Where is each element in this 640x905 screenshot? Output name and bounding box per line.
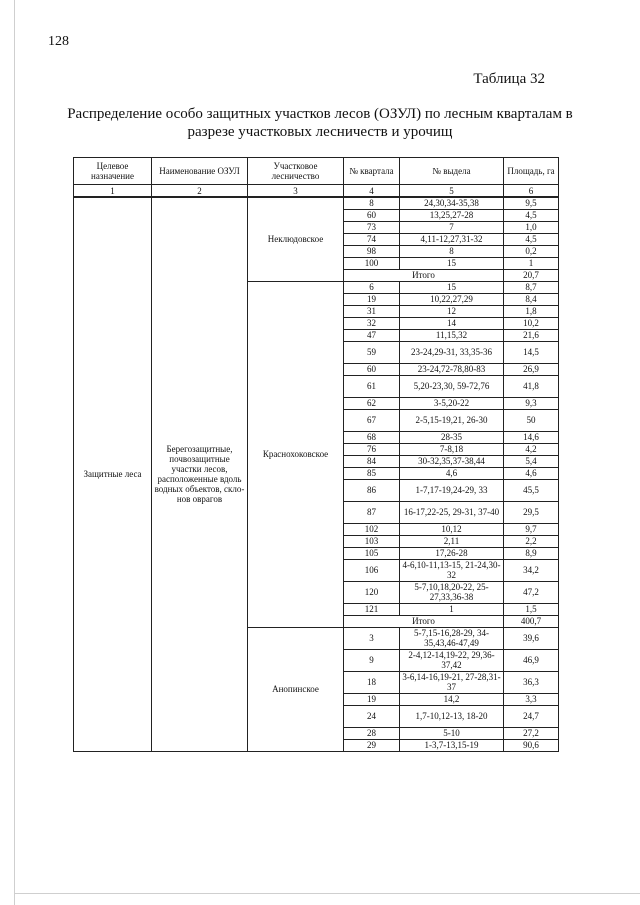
- header-number: 5: [400, 185, 504, 198]
- quarter-cell: 60: [344, 363, 400, 375]
- plot-cell: 8: [400, 245, 504, 257]
- area-cell: 1,0: [504, 221, 559, 233]
- plot-cell: 14,2: [400, 693, 504, 705]
- quarter-cell: 29: [344, 739, 400, 751]
- plot-cell: 7: [400, 221, 504, 233]
- quarter-cell: 19: [344, 293, 400, 305]
- area-cell: 5,4: [504, 455, 559, 467]
- plot-cell: 1: [400, 603, 504, 615]
- area-cell: 4,6: [504, 467, 559, 479]
- plot-cell: 4,11-12,27,31-32: [400, 233, 504, 245]
- quarter-cell: 105: [344, 547, 400, 559]
- plot-cell: 1,7-10,12-13, 18-20: [400, 705, 504, 727]
- quarter-cell: 6: [344, 281, 400, 293]
- page-number: 128: [48, 34, 69, 49]
- plot-cell: 15: [400, 257, 504, 269]
- table-label: Таблица 32: [473, 71, 545, 87]
- plot-cell: 4-6,10-11,13-15, 21-24,30-32: [400, 559, 504, 581]
- area-cell: 8,7: [504, 281, 559, 293]
- quarter-cell: 100: [344, 257, 400, 269]
- area-cell: 9,7: [504, 523, 559, 535]
- plot-cell: 3-6,14-16,19-21, 27-28,31-37: [400, 671, 504, 693]
- quarter-cell: 31: [344, 305, 400, 317]
- area-cell: 24,7: [504, 705, 559, 727]
- quarter-cell: 84: [344, 455, 400, 467]
- quarter-cell: 67: [344, 409, 400, 431]
- area-cell: 39,6: [504, 627, 559, 649]
- plot-cell: 4,6: [400, 467, 504, 479]
- plot-cell: 2-5,15-19,21, 26-30: [400, 409, 504, 431]
- quarter-cell: 18: [344, 671, 400, 693]
- forestry-name-cell: Неклюдовское: [248, 197, 344, 281]
- quarter-cell: 74: [344, 233, 400, 245]
- area-cell: 4,5: [504, 209, 559, 221]
- quarter-cell: 68: [344, 431, 400, 443]
- header-row: [74, 158, 559, 185]
- scan-bottom-edge: [14, 893, 640, 894]
- total-value: 400,7: [504, 615, 559, 627]
- header-quarter: № квартала: [344, 158, 400, 185]
- area-cell: 45,5: [504, 479, 559, 501]
- quarter-cell: 103: [344, 535, 400, 547]
- plot-cell: 5-7,15-16,28-29, 34-35,43,46-47,49: [400, 627, 504, 649]
- plot-cell: 10,22,27,29: [400, 293, 504, 305]
- quarter-cell: 106: [344, 559, 400, 581]
- area-cell: 50: [504, 409, 559, 431]
- area-cell: 1,8: [504, 305, 559, 317]
- total-label: Итого: [344, 269, 504, 281]
- area-cell: 14,5: [504, 341, 559, 363]
- quarter-cell: 62: [344, 397, 400, 409]
- area-cell: 0,2: [504, 245, 559, 257]
- table-body: [74, 197, 559, 751]
- plot-cell: 14: [400, 317, 504, 329]
- area-cell: 34,2: [504, 559, 559, 581]
- quarter-cell: 32: [344, 317, 400, 329]
- area-cell: 1: [504, 257, 559, 269]
- plot-cell: 23-24,72-78,80-83: [400, 363, 504, 375]
- quarter-cell: 102: [344, 523, 400, 535]
- purpose-cell: Защитные леса: [74, 197, 152, 751]
- area-cell: 4,5: [504, 233, 559, 245]
- plot-cell: 28-35: [400, 431, 504, 443]
- quarter-cell: 9: [344, 649, 400, 671]
- quarter-cell: 28: [344, 727, 400, 739]
- plot-cell: 7-8,18: [400, 443, 504, 455]
- quarter-cell: 85: [344, 467, 400, 479]
- plot-cell: 3-5,20-22: [400, 397, 504, 409]
- area-cell: 10,2: [504, 317, 559, 329]
- scan-left-edge: [14, 0, 15, 905]
- area-cell: 21,6: [504, 329, 559, 341]
- document-title: [40, 105, 600, 141]
- quarter-cell: 87: [344, 501, 400, 523]
- area-cell: 3,3: [504, 693, 559, 705]
- header-area: Площадь, га: [504, 158, 559, 185]
- plot-cell: 1-7,17-19,24-29, 33: [400, 479, 504, 501]
- header-number: 2: [152, 185, 248, 198]
- area-cell: 9,3: [504, 397, 559, 409]
- area-cell: 4,2: [504, 443, 559, 455]
- area-cell: 47,2: [504, 581, 559, 603]
- area-cell: 36,3: [504, 671, 559, 693]
- area-cell: 26,9: [504, 363, 559, 375]
- quarter-cell: 60: [344, 209, 400, 221]
- header-number: 1: [74, 185, 152, 198]
- total-label: Итого: [344, 615, 504, 627]
- quarter-cell: 120: [344, 581, 400, 603]
- plot-cell: 5,20-23,30, 59-72,76: [400, 375, 504, 397]
- quarter-cell: 19: [344, 693, 400, 705]
- forestry-name-cell: Анопинское: [248, 627, 344, 751]
- plot-cell: 5-7,10,18,20-22, 25-27,33,36-38: [400, 581, 504, 603]
- area-cell: 9,5: [504, 197, 559, 209]
- plot-cell: 10,12: [400, 523, 504, 535]
- area-cell: 29,5: [504, 501, 559, 523]
- quarter-cell: 61: [344, 375, 400, 397]
- area-cell: 27,2: [504, 727, 559, 739]
- area-cell: 90,6: [504, 739, 559, 751]
- plot-cell: 23-24,29-31, 33,35-36: [400, 341, 504, 363]
- plot-cell: 17,26-28: [400, 547, 504, 559]
- quarter-cell: 3: [344, 627, 400, 649]
- area-cell: 41,8: [504, 375, 559, 397]
- header-forestry: Участковое лесничество: [248, 158, 344, 185]
- header-plot: № выдела: [400, 158, 504, 185]
- title-line-1: Распределение особо защитных участков лесов (ОЗУЛ) по лесным кварталам в: [67, 106, 573, 122]
- header-number: 4: [344, 185, 400, 198]
- plot-cell: 12: [400, 305, 504, 317]
- quarter-cell: 121: [344, 603, 400, 615]
- forestry-name-cell: Краснохоковское: [248, 281, 344, 627]
- plot-cell: 5-10: [400, 727, 504, 739]
- area-cell: 1,5: [504, 603, 559, 615]
- total-value: 20,7: [504, 269, 559, 281]
- header-number-row: [74, 185, 559, 198]
- plot-cell: 2,11: [400, 535, 504, 547]
- ozul-name-cell: Берегозащитные, почвозащитные участки лесов, расположенные вдоль водных объектов, скло-нов оврагов: [152, 197, 248, 751]
- area-cell: 46,9: [504, 649, 559, 671]
- quarter-cell: 73: [344, 221, 400, 233]
- plot-cell: 13,25,27-28: [400, 209, 504, 221]
- ozul-table: [73, 157, 559, 752]
- quarter-cell: 76: [344, 443, 400, 455]
- title-line-2: разрезе участковых лесничеств и урочищ: [187, 124, 453, 140]
- quarter-cell: 24: [344, 705, 400, 727]
- plot-cell: 24,30,34-35,38: [400, 197, 504, 209]
- quarter-cell: 59: [344, 341, 400, 363]
- plot-cell: 16-17,22-25, 29-31, 37-40: [400, 501, 504, 523]
- area-cell: 2,2: [504, 535, 559, 547]
- table-row: [74, 197, 559, 209]
- plot-cell: 2-4,12-14,19-22, 29,36-37,42: [400, 649, 504, 671]
- area-cell: 14,6: [504, 431, 559, 443]
- area-cell: 8,9: [504, 547, 559, 559]
- quarter-cell: 86: [344, 479, 400, 501]
- plot-cell: 15: [400, 281, 504, 293]
- quarter-cell: 47: [344, 329, 400, 341]
- header-purpose: Целевое назначение: [74, 158, 152, 185]
- area-cell: 8,4: [504, 293, 559, 305]
- quarter-cell: 8: [344, 197, 400, 209]
- quarter-cell: 98: [344, 245, 400, 257]
- header-number: 6: [504, 185, 559, 198]
- plot-cell: 30-32,35,37-38,44: [400, 455, 504, 467]
- plot-cell: 11,15,32: [400, 329, 504, 341]
- plot-cell: 1-3,7-13,15-19: [400, 739, 504, 751]
- header-ozul: Наименование ОЗУЛ: [152, 158, 248, 185]
- header-number: 3: [248, 185, 344, 198]
